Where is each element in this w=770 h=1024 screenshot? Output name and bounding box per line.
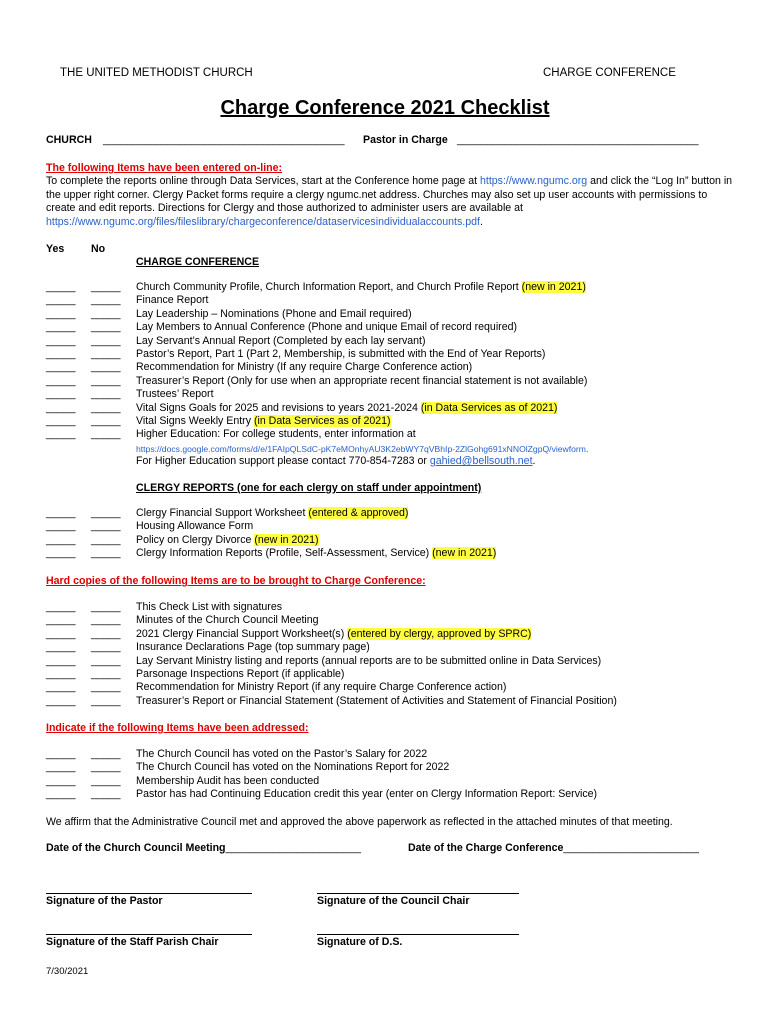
checklist-item-text: Vital Signs Weekly Entry [136,415,254,427]
checklist-item-text: 2021 Clergy Financial Support Worksheet(s) [136,627,348,640]
hard-copies-heading: Hard copies of the following Items are to be brought to Charge Conference: [46,575,426,587]
page-title: Charge Conference 2021 Checklist [220,97,550,119]
no-blank[interactable]: _____ [91,774,121,787]
checklist-item [136,335,426,347]
checklist-item [136,681,506,693]
checklist-item-text: Pastor has had Continuing Education credit this year (enter on Clergy Information Report: Service) [136,788,598,801]
checklist-item [136,761,449,773]
highlight-note: (in Data Services as of 2021) [253,415,391,427]
charge-conference-date [408,842,699,854]
highlight-note: (entered & approved) [308,507,409,519]
higher-ed-support-text: For Higher Education support please contact 770-854-7283 or [136,455,427,467]
no-blank[interactable]: _____ [91,281,121,293]
checklist-item-text: Membership Audit has been conducted [136,774,320,787]
no-blank[interactable]: _____ [91,694,121,707]
no-blank[interactable]: _____ [91,401,121,414]
checklist-item [136,415,391,427]
checklist-item-text: Higher Education: For college students, enter information at [136,428,416,441]
council-chair-signature-line[interactable] [317,893,519,894]
no-blank[interactable]: _____ [91,654,121,667]
no-blank[interactable]: _____ [91,294,121,307]
checklist-item-text: Lay Servant Ministry listing and reports (annual reports are to be submitted online in Data Services) [136,654,602,667]
checklist-item [136,614,319,626]
pastor-signature-line[interactable] [46,893,252,894]
yes-blank[interactable]: _____ [46,788,76,801]
yes-blank[interactable]: _____ [46,334,76,347]
higher-ed-link-end: . [585,444,589,454]
yes-blank[interactable]: _____ [46,681,76,694]
yes-blank[interactable]: _____ [46,627,76,640]
council-chair-signature-label: Signature of the Council Chair [317,895,470,907]
checklist-item [136,748,427,760]
no-blank[interactable]: _____ [91,601,121,613]
directions-link[interactable]: https://www.ngumc.org/files/fileslibrary/chargeconference/dataservicesindividualaccounts.pdf [46,215,480,228]
checklist-item-text: Housing Allowance Form [136,520,254,533]
checklist-item [136,547,496,559]
checklist-item-text: Clergy Information Reports (Profile, Self-Assessment, Service) [136,547,433,560]
no-blank[interactable]: _____ [91,681,121,694]
charge-conference-date-field[interactable]: _______________________ [563,842,699,854]
no-blank[interactable]: _____ [91,761,121,774]
online-text-1: To complete the reports online through Data Services, start at the Conference home page at [46,175,478,187]
highlight-note: (in Data Services as of 2021) [420,401,558,414]
affirmation-text: We affirm that the Administrative Council met and approved the above paperwork as reflected in the attached minutes of that meeting. [46,816,673,828]
checklist-item [136,294,208,306]
checklist-item [136,520,253,532]
no-blank[interactable]: _____ [91,428,121,441]
charge-conference-heading: CHARGE CONFERENCE [136,256,260,268]
no-blank[interactable]: _____ [91,348,121,360]
header-right: CHARGE CONFERENCE [543,67,676,79]
checklist-item [136,281,586,293]
checklist-item-text: Parsonage Inspections Report (if applicable) [136,668,345,680]
yes-blank[interactable]: _____ [46,307,76,320]
addressed-heading: Indicate if the following Items have been addressed: [46,722,309,734]
yes-blank[interactable]: _____ [46,694,76,707]
checklist-item-text: The Church Council has voted on the Nominations Report for 2022 [136,761,450,774]
yes-blank[interactable]: _____ [46,507,76,519]
ds-signature-line[interactable] [317,934,519,935]
checklist-item-text: Policy on Clergy Divorce [136,533,255,546]
no-blank[interactable]: _____ [91,361,121,374]
checklist-item-text: This Check List with signatures [136,601,283,613]
yes-blank[interactable]: _____ [46,547,76,560]
checklist-item [136,628,531,640]
no-column-label: No [91,243,106,255]
checklist-item-text: Recommendation for Ministry (If any require Charge Conference action) [136,361,473,374]
ngumc-link[interactable]: https://www.ngumc.org [480,175,588,187]
checklist-item-text: Church Community Profile, Church Information Report, and Church Profile Report [136,281,522,293]
yes-blank[interactable]: _____ [46,614,76,627]
yes-column-label: Yes [46,243,65,255]
staff-parish-signature-label: Signature of the Staff Parish Chair [46,936,219,948]
yes-blank[interactable]: _____ [46,348,76,360]
checklist-item-text: Clergy Financial Support Worksheet [136,507,309,519]
yes-blank[interactable]: _____ [46,388,76,401]
checklist-item [136,348,545,360]
staff-parish-signature-line[interactable] [46,934,252,935]
checklist-item-text: Trustees’ Report [136,388,214,401]
ds-signature-label: Signature of D.S. [317,936,403,948]
checklist-item [136,388,214,400]
checklist-item [136,668,344,680]
checklist-item-text: Treasurer’s Report (Only for use when an appropriate recent financial statement is not available) [136,374,588,387]
support-email-link[interactable]: gahied@bellsouth.net [429,455,533,467]
header-left: THE UNITED METHODIST CHURCH [60,67,253,79]
checklist-item-text: Recommendation for Ministry Report (if any require Charge Conference action) [136,681,507,694]
checklist-item [136,655,601,667]
checklist-item-text: Minutes of the Church Council Meeting [136,614,319,627]
highlight-note: (entered by clergy, approved by SPRC) [347,627,532,640]
yes-blank[interactable]: _____ [46,374,76,387]
highlight-note: (new in 2021) [432,547,497,560]
yes-blank[interactable]: _____ [46,520,76,533]
checklist-item-text: The Church Council has voted on the Pastor’s Salary for 2022 [136,748,428,760]
no-blank[interactable]: _____ [91,507,121,519]
clergy-reports-heading: CLERGY REPORTS (one for each clergy on staff under appointment) [136,482,482,494]
highlight-note: (new in 2021) [521,281,586,293]
checklist-item [136,361,472,373]
checklist-item [136,507,408,519]
yes-blank[interactable]: _____ [46,533,76,546]
checklist-item-text: Lay Servant’s Annual Report (Completed by each lay servant) [136,334,426,347]
yes-blank[interactable]: _____ [46,601,76,613]
checklist-item [136,775,319,787]
council-meeting-date-field[interactable]: _______________________ [225,842,362,854]
checklist-item-text: Treasurer’s Report or Financial Statement (Statement of Activities and Statement of Financial Position) [136,694,617,707]
yes-blank[interactable]: _____ [46,361,76,374]
pastor-field[interactable]: _________________________________________ [457,134,699,146]
church-label: CHURCH [46,134,92,146]
checklist-item [136,375,587,387]
no-blank[interactable]: _____ [91,334,121,347]
no-blank[interactable]: _____ [91,415,121,427]
yes-blank[interactable]: _____ [46,294,76,307]
yes-blank[interactable]: _____ [46,281,76,293]
no-blank[interactable]: _____ [91,748,121,760]
yes-blank[interactable]: _____ [46,321,76,334]
no-blank[interactable]: _____ [91,374,121,387]
highlight-note: (new in 2021) [254,533,319,546]
checklist-item [136,321,517,333]
yes-blank[interactable]: _____ [46,428,76,441]
online-text-2: and click the “Log In” button in the upper right corner. Clergy Packet forms require a clergy ngumc.net address. Churches may also set up user accounts with permissions to create and edit reports. Directions for Clergy and those authorized to administer users are available at [46,175,733,215]
checklist-item [136,641,370,653]
no-blank[interactable]: _____ [91,614,121,627]
yes-blank[interactable]: _____ [46,641,76,654]
checklist-item [136,534,319,546]
checklist-item-text: Lay Leadership – Nominations (Phone and Email required) [136,307,412,320]
pastor-signature-label: Signature of the Pastor [46,895,163,907]
no-blank[interactable]: _____ [91,388,121,401]
no-blank[interactable]: _____ [91,533,121,546]
no-blank[interactable]: _____ [91,307,121,320]
checklist-item [136,788,597,800]
checklist-item [136,428,416,440]
checklist-item-text: Lay Members to Annual Conference (Phone and unique Email of record required) [136,321,518,334]
no-blank[interactable]: _____ [91,668,121,680]
support-email-end: . [532,455,536,467]
council-meeting-date-label: Date of the Church Council Meeting [46,842,226,854]
checklist-item-text: Insurance Declarations Page (top summary page) [136,641,370,654]
checklist-item [136,308,412,320]
higher-ed-link-line [136,444,588,454]
no-blank[interactable]: _____ [91,641,121,654]
higher-ed-support [136,455,535,467]
checklist-item [136,402,557,414]
yes-blank[interactable]: _____ [46,774,76,787]
checklist-item [136,695,617,707]
checklist-item-text: Finance Report [136,294,209,307]
online-heading: The following Items have been entered on-line: [46,162,283,174]
footer-date: 7/30/2021 [46,966,89,977]
charge-conference-date-label: Date of the Charge Conference [408,842,564,854]
council-meeting-date [46,842,361,854]
online-text-3: . [479,215,483,228]
yes-blank[interactable]: _____ [46,748,76,760]
yes-blank[interactable]: _____ [46,654,76,667]
no-blank[interactable]: _____ [91,788,121,801]
yes-blank[interactable]: _____ [46,668,76,680]
pastor-label: Pastor in Charge [363,134,448,146]
church-field[interactable]: _________________________________________ [103,134,345,146]
higher-ed-link[interactable]: https://docs.google.com/forms/d/e/1FAIpQLSdC-pK7eMOnhyAU3K2ebWY7qVBhIp-2ZlGohg691xNNOlZgpQ/viewform [136,444,586,454]
no-blank[interactable]: _____ [91,321,121,334]
yes-blank[interactable]: _____ [46,401,76,414]
yes-blank[interactable]: _____ [46,415,76,427]
checklist-item-text: Vital Signs Goals for 2025 and revisions to years 2021-2024 [136,401,421,414]
checklist-item-text: Pastor’s Report, Part 1 (Part 2, Membership, is submitted with the End of Year Reports) [136,348,546,360]
no-blank[interactable]: _____ [91,627,121,640]
online-instructions [46,175,736,229]
checklist-item [136,601,282,613]
yes-blank[interactable]: _____ [46,761,76,774]
no-blank[interactable]: _____ [91,547,121,560]
no-blank[interactable]: _____ [91,520,121,533]
